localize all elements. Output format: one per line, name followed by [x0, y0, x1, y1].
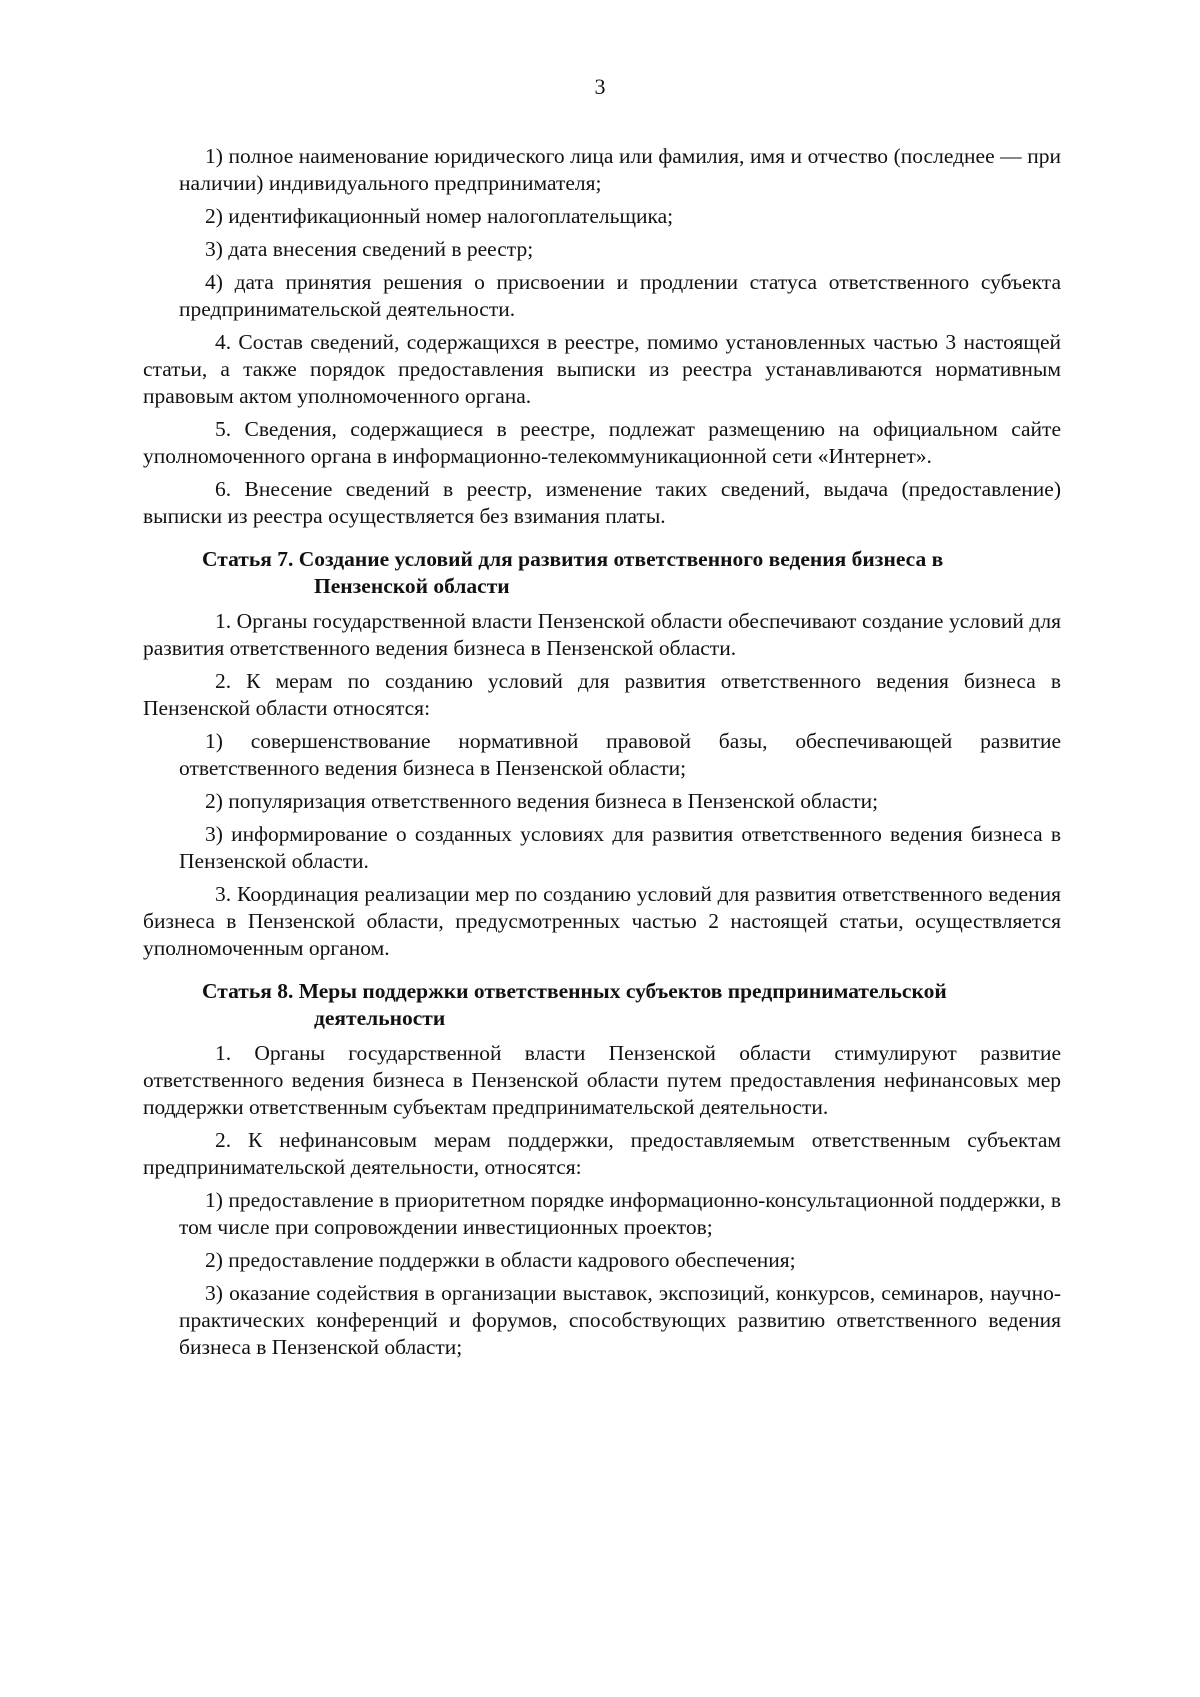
list-item: 3) дата внесения сведений в реестр;	[205, 237, 534, 261]
list-item: 2) предоставление поддержки в области кадрового обеспечения;	[205, 1248, 796, 1272]
heading-line: деятельности	[314, 1006, 446, 1030]
article-7-heading	[143, 546, 1061, 600]
list-item: 1) предоставление в приоритетном порядке информационно-консультационной поддержки, в том числе при сопровождении инвестиционных проектов;	[179, 1188, 1061, 1239]
paragraph: 2. К мерам по созданию условий для развития ответственного ведения бизнеса в Пензенской области относятся:	[143, 669, 1061, 720]
paragraph: 1. Органы государственной власти Пензенской области стимулируют развитие ответственного ведения бизнеса в Пензенской области путем предоставления нефинансовых мер поддержки ответственным субъектам предпринимательской деятельности.	[143, 1041, 1061, 1119]
paragraph: 1. Органы государственной власти Пензенской области обеспечивают создание условий для развития ответственного ведения бизнеса в Пензенской области.	[143, 609, 1061, 660]
list-item: 2) популяризация ответственного ведения бизнеса в Пензенской области;	[205, 789, 879, 813]
heading-line: Статья 7. Создание условий для развития ответственного ведения бизнеса в	[202, 547, 944, 571]
list-item: 1) полное наименование юридического лица или фамилия, имя и отчество (последнее — при наличии) индивидуального предпринимателя;	[179, 144, 1061, 195]
paragraph: 4. Состав сведений, содержащихся в реестре, помимо установленных частью 3 настоящей статьи, а также порядок предоставления выписки из реестра устанавливаются нормативным правовым актом уполномоченного органа.	[143, 330, 1061, 408]
list-item: 3) информирование о созданных условиях для развития ответственного ведения бизнеса в Пензенской области.	[179, 822, 1061, 873]
paragraph: 6. Внесение сведений в реестр, изменение таких сведений, выдача (предоставление) выписки из реестра осуществляется без взимания платы.	[143, 477, 1061, 528]
paragraph: 2. К нефинансовым мерам поддержки, предоставляемым ответственным субъектам предпринимательской деятельности, относятся:	[143, 1128, 1061, 1179]
heading-line: Пензенской области	[314, 574, 510, 598]
paragraph: 3. Координация реализации мер по созданию условий для развития ответственного ведения бизнеса в Пензенской области, предусмотренных частью 2 настоящей статьи, осуществляется уполномоченным органом.	[143, 882, 1061, 960]
document-body	[143, 143, 1061, 1367]
article-8-heading	[143, 978, 1061, 1032]
list-item: 4) дата принятия решения о присвоении и продлении статуса ответственного субъекта предпринимательской деятельности.	[179, 270, 1061, 321]
page-number: 3	[594, 74, 606, 99]
list-item: 3) оказание содействия в организации выставок, экспозиций, конкурсов, семинаров, научно-практических конференций и форумов, способствующих развитию ответственного ведения бизнеса в Пензенской области;	[179, 1281, 1061, 1359]
paragraph: 5. Сведения, содержащиеся в реестре, подлежат размещению на официальном сайте уполномоченного органа в информационно-телекоммуникационной сети «Интернет».	[143, 417, 1061, 468]
list-item: 1) совершенствование нормативной правовой базы, обеспечивающей развитие ответственного ведения бизнеса в Пензенской области;	[179, 729, 1061, 780]
heading-line: Статья 8. Меры поддержки ответственных субъектов предпринимательской	[202, 979, 947, 1003]
list-item: 2) идентификационный номер налогоплательщика;	[205, 204, 674, 228]
